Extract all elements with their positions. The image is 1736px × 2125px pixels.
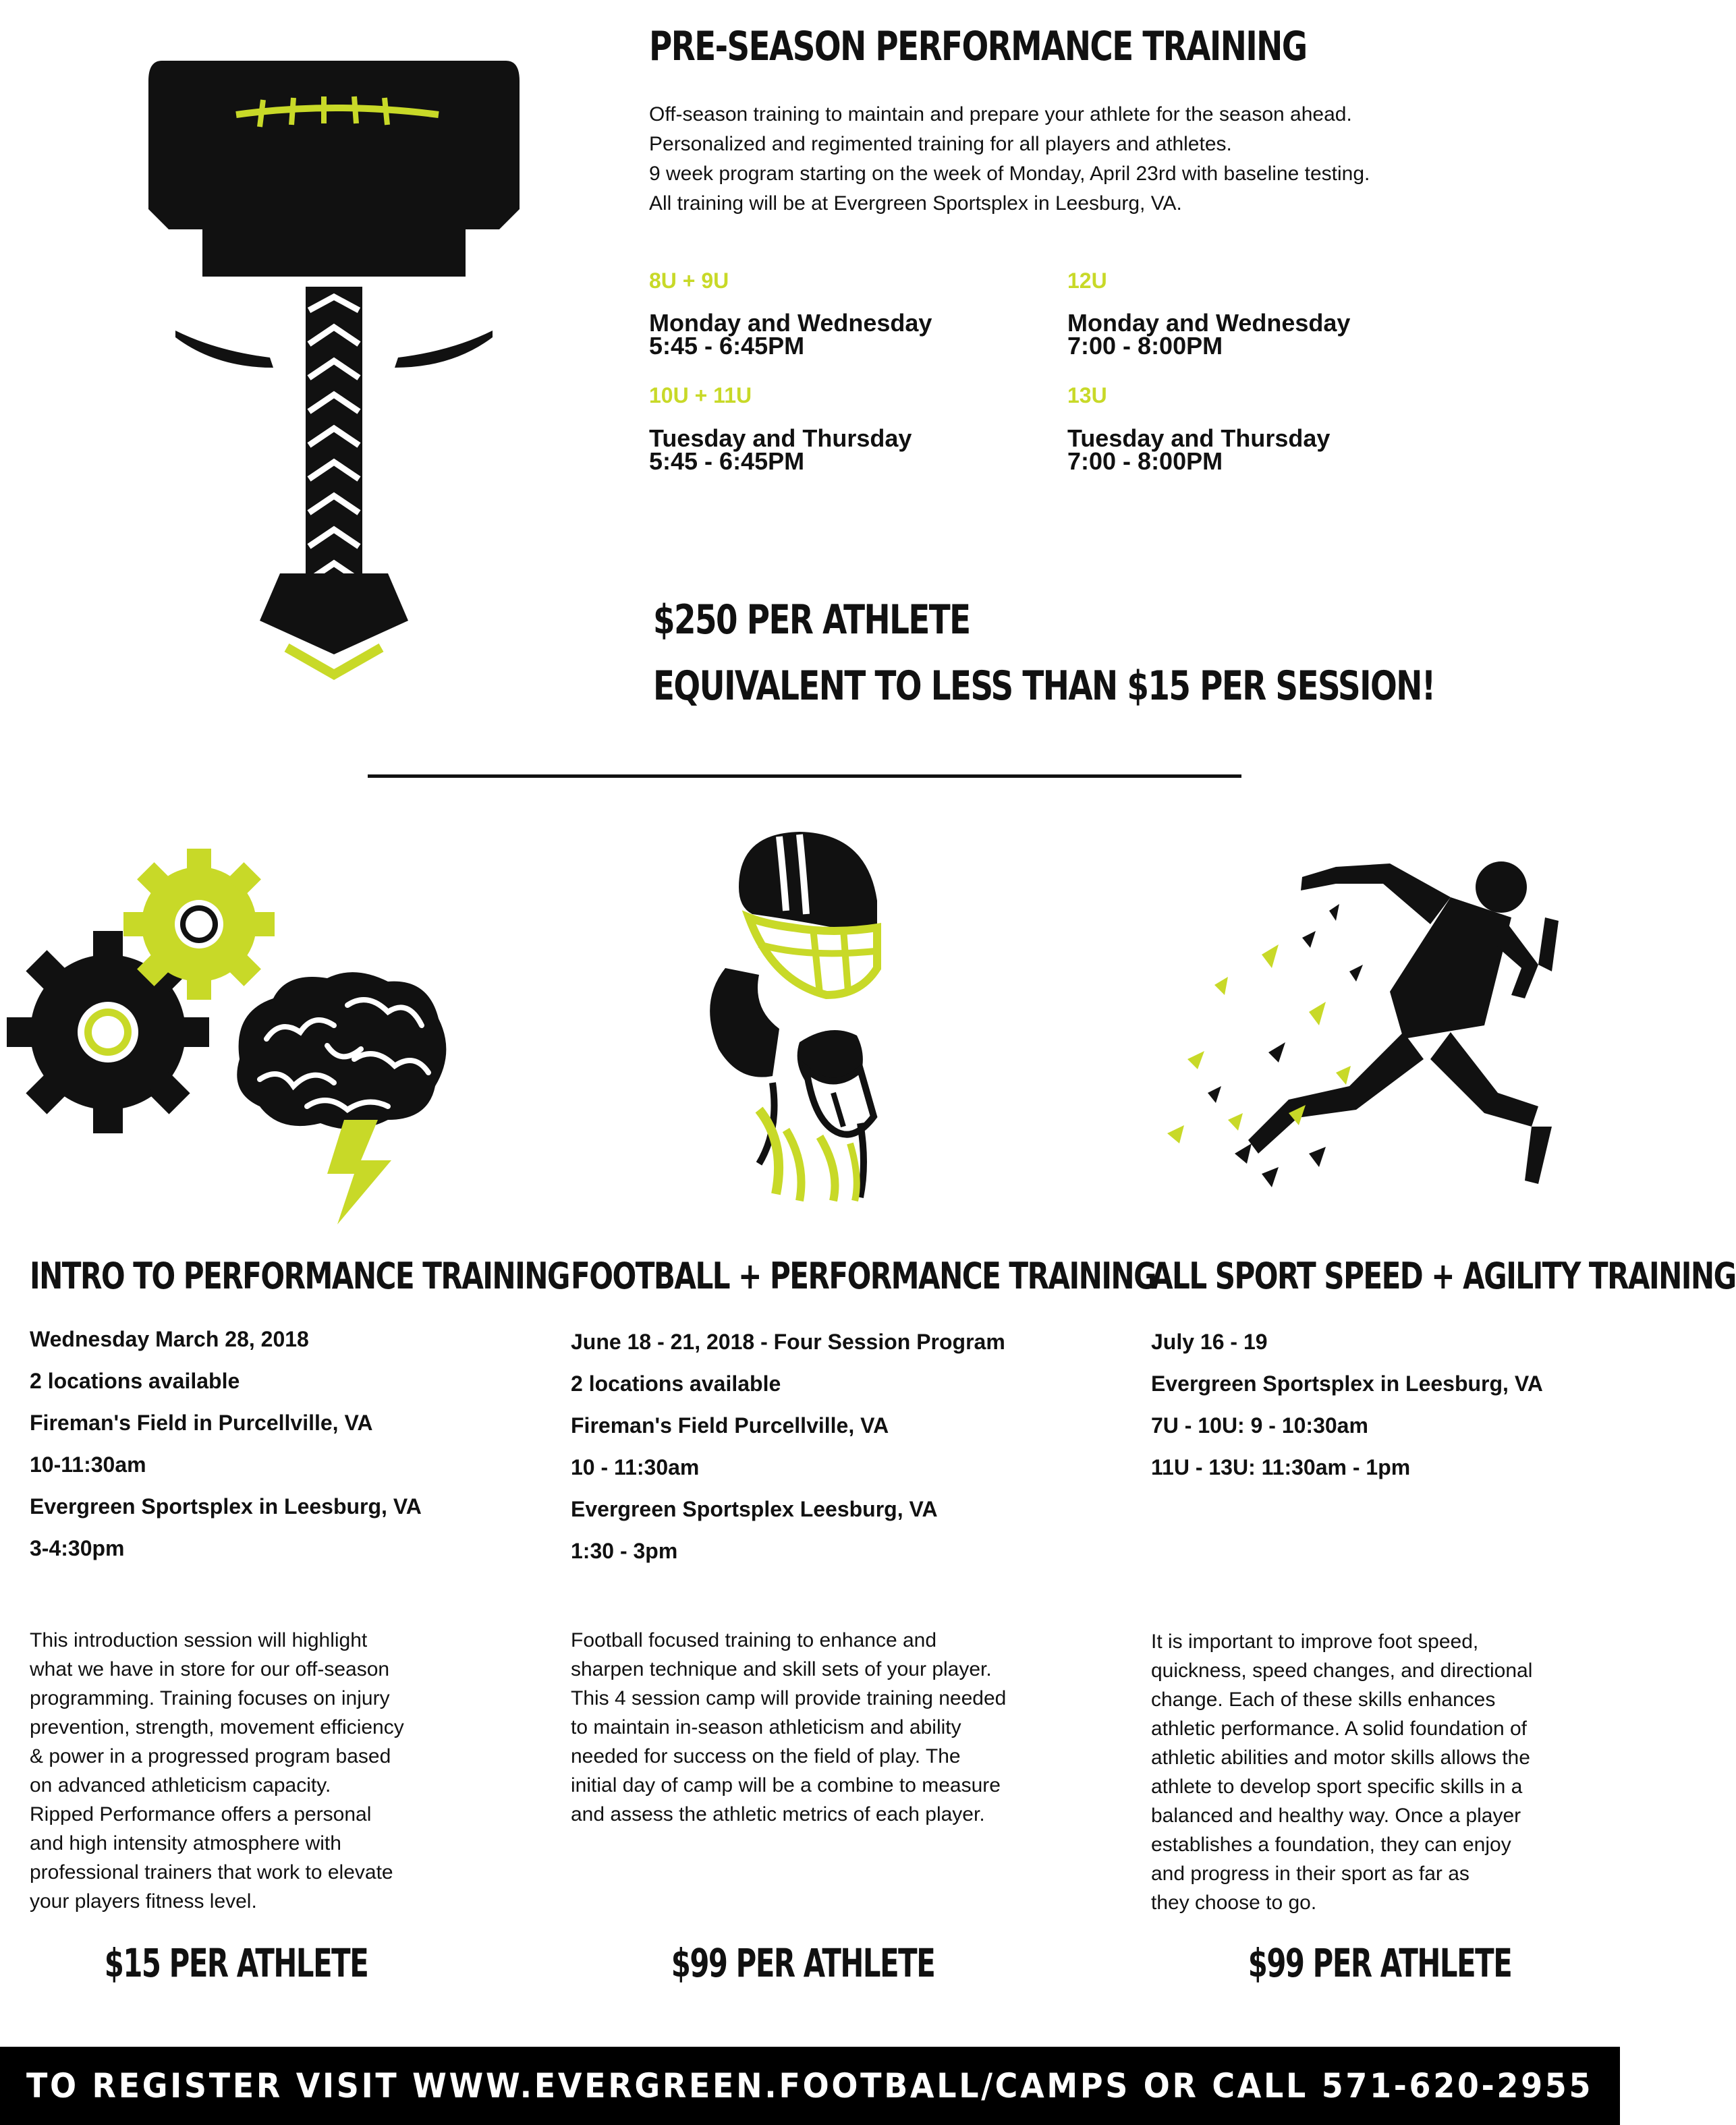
info-line: June 18 - 21, 2018 - Four Session Program [571, 1330, 1005, 1354]
description-line: professional trainers that work to elevate [30, 1861, 393, 1883]
program-price: $99 PER ATHLETE [1248, 1940, 1512, 1986]
program-title: FOOTBALL + PERFORMANCE TRAINING [571, 1255, 1156, 1297]
schedule-block [1067, 424, 1331, 475]
description-line: 9 week program starting on the week of Monday, April 23rd with baseline testing. [649, 163, 1370, 185]
program-price: $15 PER ATHLETE [104, 1940, 368, 1986]
program-title: ALL SPORT SPEED + AGILITY TRAINING [1151, 1255, 1736, 1297]
program-info [1151, 1321, 1543, 1488]
footer-banner [0, 2047, 1620, 2125]
description-line: establishes a foundation, they can enjoy [1151, 1834, 1511, 1856]
description-line: quickness, speed changes, and directional [1151, 1660, 1533, 1682]
info-line: 10-11:30am [30, 1452, 146, 1477]
age-group-label: 13U [1067, 383, 1107, 407]
description-line: your players fitness level. [30, 1890, 257, 1913]
schedule-time: 7:00 - 8:00PM [1067, 332, 1223, 360]
description-line: All training will be at Evergreen Sportsplex in Leesburg, VA. [649, 192, 1182, 215]
age-group-label: 8U + 9U [649, 268, 729, 293]
football-player-icon [698, 826, 928, 1204]
schedule-days: Monday and Wednesday [649, 309, 932, 337]
sprinter-icon [1133, 837, 1565, 1214]
info-line: 2 locations available [30, 1369, 240, 1393]
info-line: Fireman's Field Purcellville, VA [571, 1413, 889, 1438]
schedule-time: 5:45 - 6:45PM [649, 447, 805, 475]
description-line: Ripped Performance offers a personal [30, 1803, 372, 1825]
description-line: and assess the athletic metrics of each player. [571, 1803, 985, 1825]
program-info [571, 1321, 1005, 1572]
description-line: change. Each of these skills enhances [1151, 1689, 1496, 1711]
schedule-days: Tuesday and Thursday [649, 424, 912, 452]
description-line: balanced and healthy way. Once a player [1151, 1805, 1521, 1827]
schedule-days: Tuesday and Thursday [1067, 424, 1331, 452]
info-line: Evergreen Sportsplex in Leesburg, VA [1151, 1371, 1543, 1396]
description-line: Football focused training to enhance and [571, 1629, 937, 1651]
program-info [30, 1318, 422, 1569]
description-line: It is important to improve foot speed, [1151, 1631, 1479, 1653]
description-line: and progress in their sport as far as [1151, 1863, 1469, 1885]
description-line: needed for success on the field of play. The [571, 1745, 961, 1767]
info-line: 1:30 - 3pm [571, 1539, 678, 1563]
info-line: Fireman's Field in Purcellville, VA [30, 1411, 373, 1435]
schedule-days: Monday and Wednesday [1067, 309, 1351, 337]
program-price: $99 PER ATHLETE [671, 1940, 935, 1986]
schedule-time: 5:45 - 6:45PM [649, 332, 805, 360]
program-description [1151, 1627, 1610, 1917]
preseason-price-note: EQUIVALENT TO LESS THAN $15 PER SESSION! [653, 662, 1435, 710]
info-line: 10 - 11:30am [571, 1455, 700, 1479]
info-line: 3-4:30pm [30, 1536, 125, 1560]
description-line: prevention, strength, movement efficiency [30, 1716, 404, 1738]
section-divider [368, 774, 1241, 778]
schedule-block [649, 309, 932, 360]
program-title: INTRO TO PERFORMANCE TRAINING [30, 1255, 569, 1297]
description-line: athletic abilities and motor skills allows the [1151, 1747, 1530, 1769]
info-line: Evergreen Sportsplex in Leesburg, VA [30, 1494, 422, 1519]
age-group-label: 10U + 11U [649, 383, 752, 407]
preseason-description [649, 100, 1594, 219]
description-line: This 4 session camp will provide training needed [571, 1687, 1007, 1709]
schedule-block [649, 424, 912, 475]
info-line: 11U - 13U: 11:30am - 1pm [1151, 1455, 1411, 1479]
gears-brain-icon [13, 847, 459, 1204]
info-line: July 16 - 19 [1151, 1330, 1268, 1354]
description-line: on advanced athleticism capacity. [30, 1774, 331, 1796]
preseason-title: PRE-SEASON PERFORMANCE TRAINING [649, 23, 1307, 70]
age-group-label: 12U [1067, 268, 1107, 293]
description-line: and high intensity atmosphere with [30, 1832, 341, 1854]
description-line: athlete to develop sport specific skills in a [1151, 1776, 1523, 1798]
description-line: & power in a progressed program based [30, 1745, 391, 1767]
description-line: initial day of camp will be a combine to measure [571, 1774, 1001, 1796]
schedule-block [1067, 309, 1351, 360]
register-text: TO REGISTER VISIT WWW.EVERGREEN.FOOTBALL/CAMPS OR CALL 571-620-2955 [26, 2066, 1594, 2105]
schedule-time: 7:00 - 8:00PM [1067, 447, 1223, 475]
description-line: Personalized and regimented training for all players and athletes. [649, 133, 1232, 155]
description-line: athletic performance. A solid foundation of [1151, 1718, 1528, 1740]
description-line: Off-season training to maintain and prepare your athlete for the season ahead. [649, 103, 1352, 125]
description-line: programming. Training focuses on injury [30, 1687, 390, 1709]
football-helmet-tie-icon [135, 61, 533, 695]
info-line: Wednesday March 28, 2018 [30, 1327, 309, 1351]
description-line: sharpen technique and skill sets of your player. [571, 1658, 992, 1680]
program-description [30, 1626, 502, 1916]
info-line: 2 locations available [571, 1371, 781, 1396]
description-line: they choose to go. [1151, 1892, 1317, 1914]
description-line: to maintain in-season athleticism and ability [571, 1716, 961, 1738]
preseason-price: $250 PER ATHLETE [653, 596, 970, 644]
description-line: This introduction session will highlight [30, 1629, 368, 1651]
info-line: Evergreen Sportsplex Leesburg, VA [571, 1497, 938, 1521]
info-line: 7U - 10U: 9 - 10:30am [1151, 1413, 1368, 1438]
program-description [571, 1626, 1111, 1829]
description-line: what we have in store for our off-season [30, 1658, 390, 1680]
